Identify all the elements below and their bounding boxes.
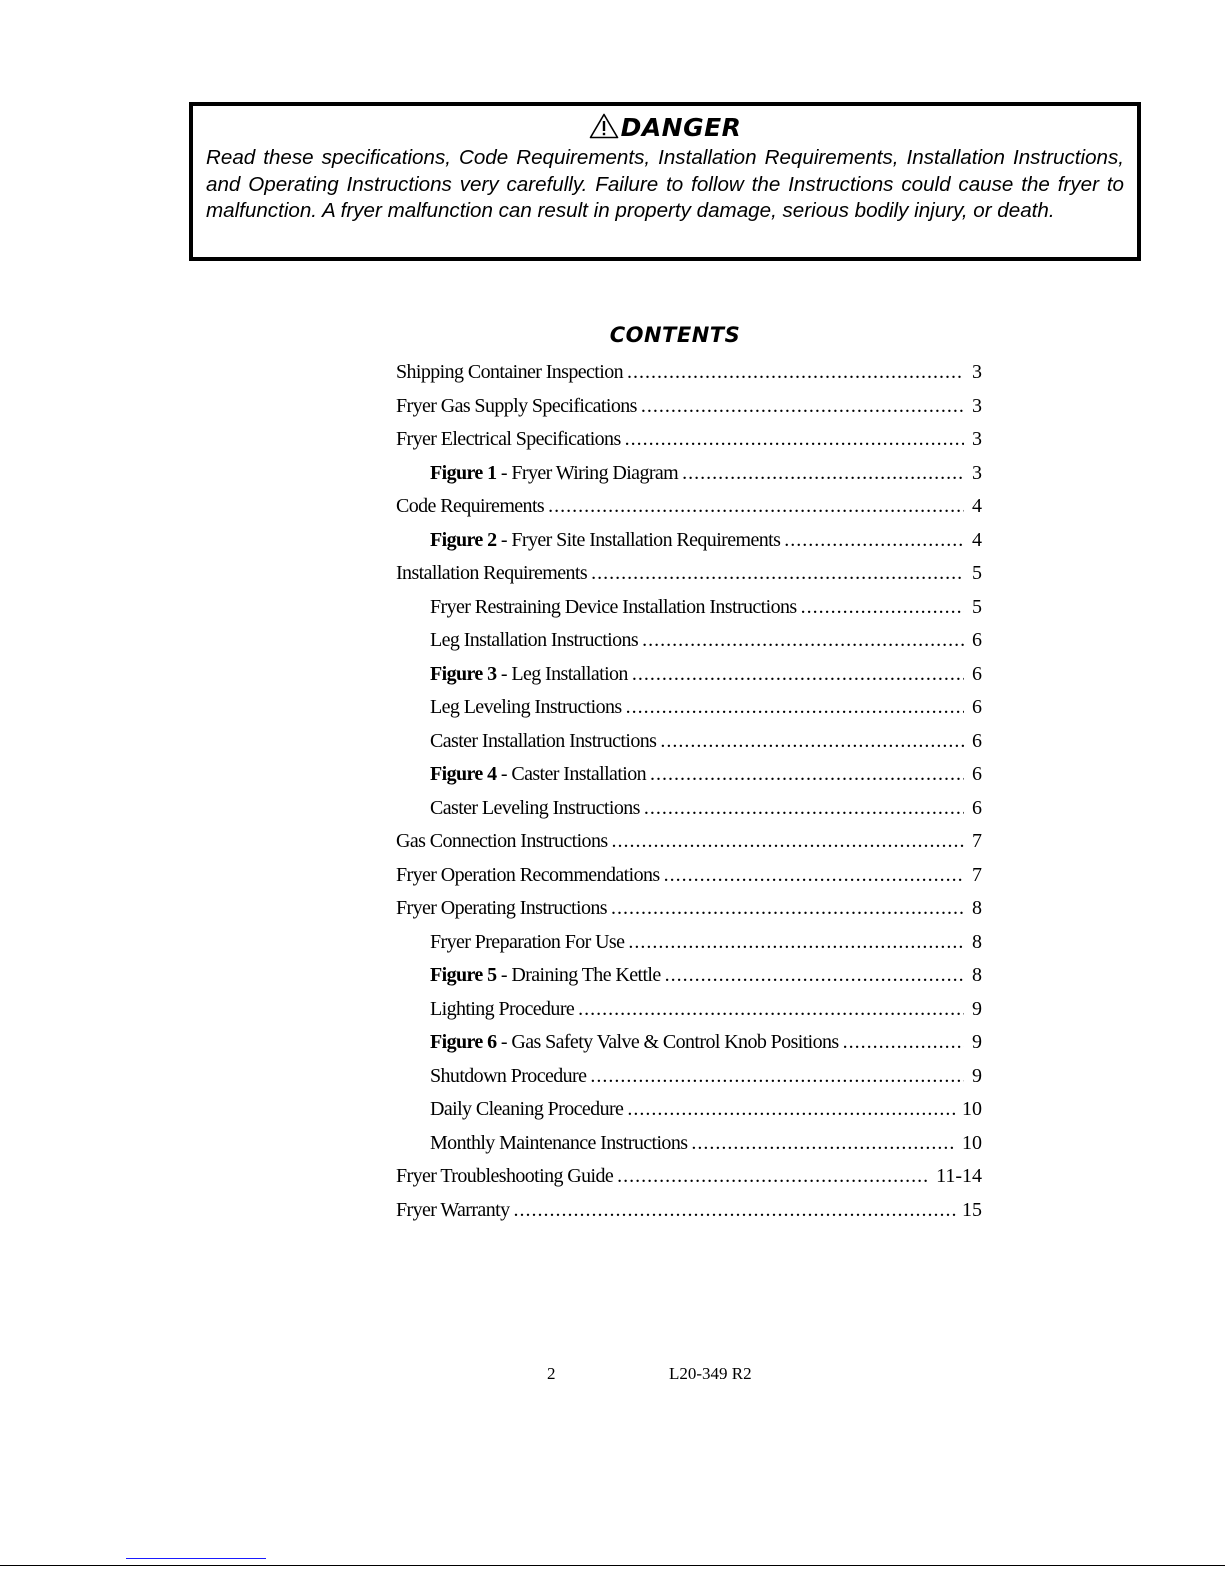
toc-entry[interactable] xyxy=(396,1194,982,1228)
toc-dot-leader xyxy=(665,959,964,993)
toc-entry-text: - Leg Installation xyxy=(496,662,628,685)
toc-entry[interactable] xyxy=(396,792,982,826)
toc-entry-label xyxy=(396,356,623,390)
toc-page-number: 9 xyxy=(972,1064,982,1087)
warning-triangle-icon xyxy=(589,113,619,139)
toc-entry[interactable] xyxy=(396,457,982,491)
toc-page-number: 3 xyxy=(972,428,982,450)
toc-entry-label xyxy=(396,557,587,591)
toc-entry-text: Fryer Troubleshooting Guide xyxy=(396,1165,614,1187)
toc-figure-number: Figure 1 xyxy=(430,461,497,484)
toc-entry-label xyxy=(430,624,638,658)
toc-dot-leader xyxy=(612,825,964,859)
toc-page-number: 10 xyxy=(962,1098,982,1120)
bottom-rule xyxy=(0,1565,1225,1566)
toc-entry-label xyxy=(430,725,656,759)
toc-page-number: 3 xyxy=(972,461,982,484)
toc-entry[interactable] xyxy=(396,658,982,692)
toc-dot-leader xyxy=(641,390,964,424)
toc-dot-leader xyxy=(626,691,964,725)
toc-entry[interactable] xyxy=(396,725,982,759)
footer-document-id: L20-349 R2 xyxy=(669,1364,752,1383)
toc-entry-label xyxy=(430,591,797,625)
toc-page-number: 8 xyxy=(972,930,982,953)
toc-page-number: 5 xyxy=(972,595,982,618)
toc-figure-number: Figure 5 xyxy=(430,964,497,986)
toc-dot-leader xyxy=(660,725,964,759)
toc-dot-leader xyxy=(682,457,964,491)
toc-entry-label xyxy=(396,423,621,457)
toc-entry[interactable] xyxy=(396,524,982,558)
toc-entry[interactable] xyxy=(396,356,982,390)
toc-entry-text: Shipping Container Inspection xyxy=(396,361,624,383)
toc-page-number: 6 xyxy=(972,763,982,785)
toc-dot-leader xyxy=(611,892,964,926)
toc-entry-label xyxy=(430,1093,623,1127)
toc-entry-text: - Gas Safety Valve & Control Knob Positions xyxy=(496,1031,839,1053)
toc-entry-text: Installation Requirements xyxy=(396,562,588,584)
toc-entry-label xyxy=(396,859,660,893)
toc-dot-leader xyxy=(578,993,964,1027)
toc-figure-number: Figure 6 xyxy=(430,1031,497,1053)
toc-page-number: 6 xyxy=(972,729,982,752)
toc-dot-leader xyxy=(691,1127,956,1161)
toc-entry[interactable] xyxy=(396,825,982,859)
toc-dot-leader xyxy=(591,557,964,591)
toc-entry-text: Fryer Electrical Specifications xyxy=(396,428,621,450)
toc-entry-text: Fryer Warranty xyxy=(396,1198,510,1221)
toc-entry-label xyxy=(430,1060,586,1094)
footer-page-number: 2 xyxy=(547,1364,556,1383)
toc-page-number: 8 xyxy=(972,964,982,986)
toc-entry[interactable] xyxy=(396,1026,982,1060)
toc-entry-label xyxy=(430,524,780,558)
danger-warning-box xyxy=(189,102,1141,261)
toc-entry-label xyxy=(430,457,678,491)
toc-entry-label xyxy=(430,993,574,1027)
toc-page-number: 6 xyxy=(972,796,982,819)
toc-entry-label xyxy=(396,490,544,524)
table-of-contents xyxy=(396,356,982,1227)
toc-entry-text: Fryer Preparation For Use xyxy=(430,930,625,953)
toc-dot-leader xyxy=(632,658,964,692)
toc-entry[interactable] xyxy=(396,859,982,893)
toc-dot-leader xyxy=(627,1093,956,1127)
toc-page-number: 8 xyxy=(972,897,982,919)
contents-title: CONTENTS xyxy=(609,323,741,347)
toc-entry[interactable] xyxy=(396,993,982,1027)
toc-entry-label xyxy=(396,390,637,424)
toc-entry-text: Leg Installation Instructions xyxy=(430,629,639,651)
danger-text: Read these specifications, Code Requirements, Installation Requirements, Installation Instructions, and Operating Instructions very carefully. Failure to follow the Instructions could cause the fryer to malfunction. A fryer malfunction can result in property damage, serious bodily injury, or death. xyxy=(206,146,1124,222)
toc-dot-leader xyxy=(548,490,964,524)
toc-entry-text: - Fryer Site Installation Requirements xyxy=(496,528,781,551)
toc-entry[interactable] xyxy=(396,1160,982,1194)
toc-page-number: 3 xyxy=(972,361,982,383)
toc-entry-text: Fryer Gas Supply Specifications xyxy=(396,394,637,417)
toc-page-number: 7 xyxy=(972,863,982,886)
toc-entry-text: Fryer Restraining Device Installation Instructions xyxy=(430,595,797,618)
toc-entry-text: Monthly Maintenance Instructions xyxy=(430,1131,688,1154)
toc-page-number: 5 xyxy=(972,562,982,584)
toc-entry-label xyxy=(430,1127,687,1161)
toc-entry-label xyxy=(430,792,640,826)
toc-entry[interactable] xyxy=(396,691,982,725)
toc-figure-number: Figure 3 xyxy=(430,662,497,685)
toc-entry-text: Daily Cleaning Procedure xyxy=(430,1098,624,1120)
toc-entry-label xyxy=(430,691,622,725)
toc-entry-text: - Draining The Kettle xyxy=(496,964,661,986)
toc-page-number: 11-14 xyxy=(936,1165,982,1187)
toc-dot-leader xyxy=(642,624,964,658)
toc-page-number: 6 xyxy=(972,629,982,651)
toc-entry[interactable] xyxy=(396,423,982,457)
toc-figure-number: Figure 2 xyxy=(430,528,497,551)
toc-entry-text: Caster Leveling Instructions xyxy=(430,796,640,819)
toc-entry-label xyxy=(430,926,624,960)
toc-entry[interactable] xyxy=(396,1127,982,1161)
toc-entry[interactable] xyxy=(396,557,982,591)
toc-page-number: 9 xyxy=(972,997,982,1020)
toc-entry[interactable] xyxy=(396,1093,982,1127)
toc-entry-text: - Fryer Wiring Diagram xyxy=(496,461,679,484)
toc-entry-label xyxy=(430,959,661,993)
toc-page-number: 15 xyxy=(962,1198,982,1221)
toc-entry-text: Leg Leveling Instructions xyxy=(430,696,622,718)
toc-entry-text: Code Requirements xyxy=(396,495,545,517)
toc-entry[interactable] xyxy=(396,490,982,524)
toc-dot-leader xyxy=(784,524,964,558)
toc-entry-label xyxy=(396,1160,613,1194)
toc-page-number: 9 xyxy=(972,1031,982,1053)
toc-entry-text: - Caster Installation xyxy=(496,763,647,785)
toc-dot-leader xyxy=(664,859,964,893)
toc-dot-leader xyxy=(513,1194,956,1228)
toc-page-number: 4 xyxy=(972,528,982,551)
toc-entry-label xyxy=(430,1026,839,1060)
toc-dot-leader xyxy=(644,792,964,826)
toc-entry[interactable] xyxy=(396,591,982,625)
toc-dot-leader xyxy=(628,926,964,960)
toc-entry-text: Fryer Operating Instructions xyxy=(396,897,607,919)
toc-entry-text: Caster Installation Instructions xyxy=(430,729,657,752)
toc-entry[interactable] xyxy=(396,758,982,792)
bottom-link-underline xyxy=(126,1558,266,1559)
toc-page-number: 4 xyxy=(972,495,982,517)
toc-entry-text: Fryer Operation Recommendations xyxy=(396,863,660,886)
toc-entry-text: Lighting Procedure xyxy=(430,997,575,1020)
toc-entry[interactable] xyxy=(396,959,982,993)
toc-page-number: 10 xyxy=(962,1131,982,1154)
danger-title xyxy=(204,111,1126,145)
toc-entry-label xyxy=(396,1194,509,1228)
danger-title-text: DANGER xyxy=(620,113,742,142)
toc-entry-label xyxy=(430,658,628,692)
toc-entry[interactable] xyxy=(396,624,982,658)
toc-entry-label xyxy=(396,892,607,926)
toc-dot-leader xyxy=(650,758,964,792)
toc-entry[interactable] xyxy=(396,926,982,960)
toc-entry-text: Gas Connection Instructions xyxy=(396,830,608,852)
toc-entry-label xyxy=(396,825,608,859)
toc-page-number: 7 xyxy=(972,830,982,852)
toc-dot-leader xyxy=(627,356,964,390)
toc-entry[interactable] xyxy=(396,1060,982,1094)
toc-page-number: 6 xyxy=(972,696,982,718)
toc-entry[interactable] xyxy=(396,892,982,926)
toc-dot-leader xyxy=(801,591,964,625)
toc-figure-number: Figure 4 xyxy=(430,763,497,785)
toc-page-number: 3 xyxy=(972,394,982,417)
toc-dot-leader xyxy=(590,1060,964,1094)
toc-dot-leader xyxy=(617,1160,930,1194)
toc-entry-label xyxy=(430,758,646,792)
toc-entry-text: Shutdown Procedure xyxy=(430,1064,587,1087)
toc-dot-leader xyxy=(625,423,964,457)
toc-dot-leader xyxy=(843,1026,964,1060)
toc-entry[interactable] xyxy=(396,390,982,424)
toc-page-number: 6 xyxy=(972,662,982,685)
